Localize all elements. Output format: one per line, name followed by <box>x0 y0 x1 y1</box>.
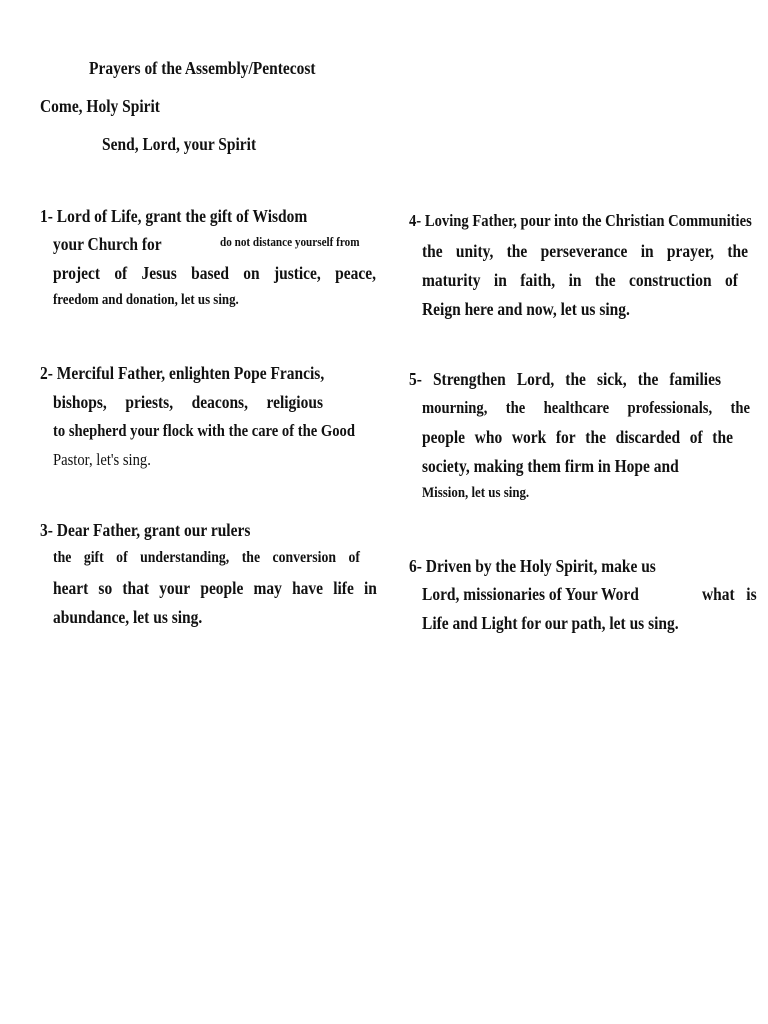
header-line-send-lord: Send, Lord, your Spirit <box>102 134 257 154</box>
prayer-5-line-2 <box>422 398 750 418</box>
word: have <box>292 578 324 598</box>
word: families <box>669 369 721 389</box>
word: in <box>568 270 582 290</box>
word: the <box>585 427 606 447</box>
word: of <box>348 549 360 566</box>
word: peace, <box>335 263 376 283</box>
word: discarded <box>615 427 681 447</box>
word: religious <box>266 392 323 412</box>
word: people <box>200 578 244 598</box>
prayer-3-line-3 <box>53 578 377 599</box>
word: the <box>506 241 528 261</box>
word: professionals, <box>627 398 713 417</box>
prayer-4-line-2 <box>422 241 748 262</box>
word: the <box>505 398 526 417</box>
word: for <box>555 427 576 447</box>
word: the <box>730 398 750 417</box>
word: understanding, <box>140 549 230 566</box>
word: Lord, <box>516 369 555 389</box>
word: bishops, <box>53 392 107 412</box>
prayer-1-line-2a: your Church for <box>53 234 162 254</box>
word: project <box>53 263 101 283</box>
word: 5- <box>409 369 422 389</box>
word: prayer, <box>666 241 715 261</box>
prayer-5-line-5: Mission, let us sing. <box>422 485 530 501</box>
prayer-4-line-3 <box>422 270 738 291</box>
prayer-6-line-1: 6- Driven by the Holy Spirit, make us <box>409 556 656 576</box>
prayer-1-line-4: freedom and donation, let us sing. <box>53 292 239 308</box>
word: who <box>474 427 503 447</box>
word: the <box>53 549 72 566</box>
prayer-3-line-1: 3- Dear Father, grant our rulers <box>40 520 251 540</box>
prayer-6-line-3: Life and Light for our path, let us sing. <box>422 613 679 633</box>
word: on <box>243 263 260 283</box>
prayer-3-line-4: abundance, let us sing. <box>53 607 203 627</box>
word: gift <box>83 549 104 566</box>
word: deacons, <box>191 392 248 412</box>
document-title: Prayers of the Assembly/Pentecost <box>89 58 316 78</box>
word: of <box>116 549 128 566</box>
word: work <box>511 427 547 447</box>
word: Strengthen <box>432 369 506 389</box>
word: based <box>191 263 229 283</box>
word: the <box>565 369 586 389</box>
word: construction <box>629 270 712 290</box>
prayer-3-line-2 <box>53 549 360 567</box>
prayer-2-line-2 <box>53 392 323 413</box>
word: in <box>640 241 654 261</box>
word: may <box>253 578 282 598</box>
word: faith, <box>520 270 556 290</box>
word: the <box>727 241 748 261</box>
word: Jesus <box>141 263 177 283</box>
prayer-4-line-1: 4- Loving Father, pour into the Christian Communities <box>409 211 752 230</box>
prayer-4-line-4: Reign here and now, let us sing. <box>422 299 630 319</box>
word: sick, <box>596 369 627 389</box>
word: in <box>493 270 507 290</box>
word: perseverance <box>540 241 628 261</box>
prayer-5-line-4: society, making them firm in Hope and <box>422 456 679 476</box>
word: justice, <box>273 263 321 283</box>
word: the <box>422 241 443 261</box>
word: people <box>422 427 466 447</box>
prayer-2-line-1: 2- Merciful Father, enlighten Pope Francis, <box>40 363 325 383</box>
word: so <box>98 578 113 598</box>
word: mourning, <box>422 398 488 417</box>
word: life <box>333 578 354 598</box>
word: conversion <box>272 549 336 566</box>
header-line-come-holy-spirit: Come, Holy Spirit <box>40 96 160 116</box>
word: priests, <box>125 392 174 412</box>
prayer-2-line-3: to shepherd your flock with the care of the Good <box>53 421 356 440</box>
word: your <box>159 578 191 598</box>
word: maturity <box>422 270 481 290</box>
prayer-1-line-2b: do not distance yourself from <box>220 234 360 249</box>
word: the <box>594 270 616 290</box>
word: the <box>712 427 733 447</box>
prayer-1-line-1: 1- Lord of Life, grant the gift of Wisdom <box>40 206 308 226</box>
word: the <box>637 369 659 389</box>
prayer-2-line-4: Pastor, let's sing. <box>53 450 151 469</box>
prayer-5-line-1 <box>409 369 721 390</box>
prayer-5-line-3 <box>422 427 733 448</box>
word: that <box>122 578 150 598</box>
prayer-6-line-2a: Lord, missionaries of Your Word <box>422 584 639 604</box>
word: healthcare <box>543 398 610 417</box>
word: of <box>689 427 703 447</box>
word: of <box>114 263 128 283</box>
prayer-1-line-3 <box>53 263 376 284</box>
word: in <box>364 578 377 598</box>
word: heart <box>53 578 89 598</box>
word: of <box>725 270 738 290</box>
word: unity, <box>455 241 494 261</box>
word: the <box>241 549 261 566</box>
prayer-6-line-2b: what is <box>702 584 757 604</box>
